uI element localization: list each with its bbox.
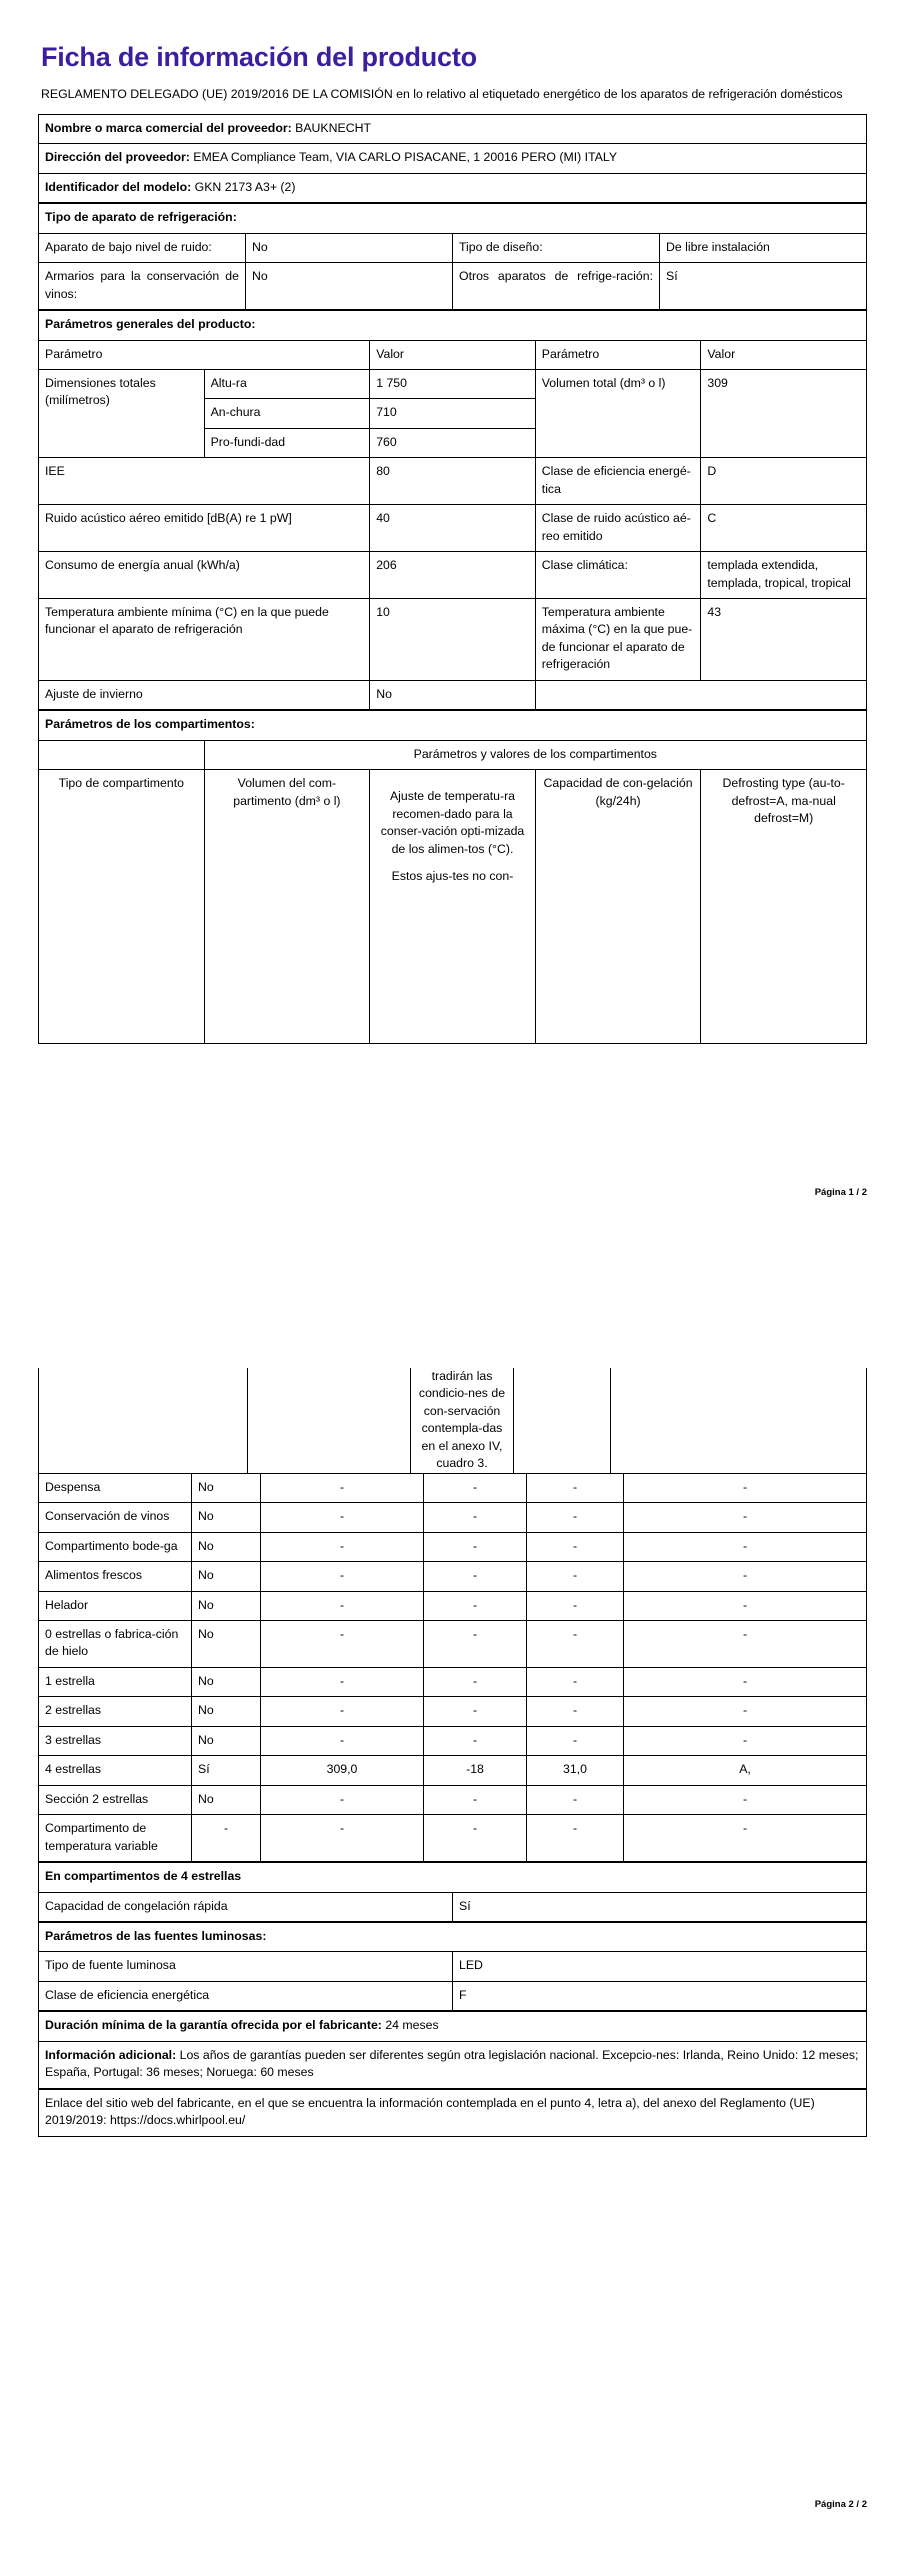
compartment-defrost: -: [624, 1667, 867, 1696]
warranty-value: 24 meses: [385, 2018, 439, 2033]
col-header-temp-setting-part1: Ajuste de temperatu-ra recomen-dado para la conser-vación opti-mizada de los alimen-tos (°C).: [380, 789, 525, 856]
compartments-section-title: Parámetros de los compartimentos:: [39, 711, 867, 740]
page-title: Ficha de información del producto: [41, 42, 477, 72]
compartment-name: 1 estrella: [39, 1667, 192, 1696]
general-params-table: [38, 310, 867, 710]
compartment-freeze: -: [527, 1473, 624, 1502]
table-row: [39, 2041, 867, 2088]
min-ambient-temp-label: Temperatura ambiente mínima (°C) en la que puede funcionar el aparato de refrigeración: [39, 599, 370, 681]
table-row: [39, 1368, 867, 1473]
document-page-2: [0, 1250, 905, 2560]
model-identifier-label: Identificador del modelo:: [45, 179, 192, 194]
col-header-temp-setting: [370, 770, 536, 1044]
compartment-temp: -: [424, 1620, 527, 1667]
appliance-type-section-title: Tipo de aparato de refrigeración:: [39, 204, 867, 233]
warranty-table: [38, 2011, 867, 2088]
supplier-address-label: Dirección del proveedor:: [45, 150, 190, 165]
light-sources-table: [38, 1922, 867, 2011]
table-row: [39, 1863, 867, 1892]
total-volume-value: 309: [701, 369, 867, 457]
compartment-defrost: -: [624, 1473, 867, 1502]
supplier-name-label: Nombre o marca comercial del proveedor:: [45, 120, 292, 135]
col-header-temp-setting-part2: Estos ajus-tes no con-: [391, 869, 514, 884]
table-row: [39, 1922, 867, 1951]
compartment-defrost: -: [624, 1620, 867, 1667]
table-row: [39, 1952, 867, 1981]
compartment-freeze: -: [527, 1667, 624, 1696]
compartment-present: No: [192, 1532, 261, 1561]
compartment-defrost: -: [624, 1785, 867, 1814]
iee-label: IEE: [39, 458, 370, 505]
design-type-label: Tipo de diseño:: [453, 233, 660, 262]
compartment-defrost: A,: [624, 1756, 867, 1785]
compartment-freeze: -: [527, 1591, 624, 1620]
table-row: [39, 1562, 867, 1591]
compartment-name: Conservación de vinos: [39, 1503, 192, 1532]
continuation-blank-defrost: [611, 1368, 867, 1473]
col-header-defrosting-type: Defrosting type (au-to-defrost=A, ma-nual defrost=M): [701, 770, 867, 1044]
header-valor-1: Valor: [370, 340, 536, 369]
table-row: [39, 1892, 867, 1921]
energy-class-value: D: [701, 458, 867, 505]
table-row: [39, 599, 867, 681]
table-row: [39, 711, 867, 740]
compartment-present: No: [192, 1562, 261, 1591]
compartments-table-page1: [38, 710, 867, 1044]
additional-info-value: Los años de garantías pueden ser diferentes según otra legislación nacional. Excepcio-nes: Irlanda, Reino Unido: 12 meses; España, Portugal: 36 meses; Noruega: 60 meses: [45, 2047, 859, 2080]
compartment-name: 2 estrellas: [39, 1697, 192, 1726]
warranty-cell: [39, 2012, 867, 2041]
continuation-blank-freeze: [514, 1368, 611, 1473]
low-noise-label: Aparato de bajo nivel de ruido:: [39, 233, 246, 262]
compartment-name: Despensa: [39, 1473, 192, 1502]
compartment-defrost: -: [624, 1591, 867, 1620]
table-row: [39, 680, 867, 709]
supplier-address-value: EMEA Compliance Team, VIA CARLO PISACANE, 1 20016 PERO (MI) ITALY: [193, 150, 618, 165]
regulation-intro: REGLAMENTO DELEGADO (UE) 2019/2016 DE LA COMISIÓN en lo relativo al etiquetado energético de los aparatos de refrigeración domésticos: [41, 87, 843, 102]
low-noise-value: No: [246, 233, 453, 262]
compartment-name: 0 estrellas o fabrica-ción de hielo: [39, 1620, 192, 1667]
table-row: [39, 114, 867, 143]
page-footer-2: Página 2 / 2: [814, 2499, 867, 2510]
model-identifier-cell: [39, 173, 867, 202]
table-row: [39, 1785, 867, 1814]
table-row: [39, 1726, 867, 1755]
col-header-freezing-capacity: Capacidad de con-gelación (kg/24h): [535, 770, 701, 1044]
table-row: [39, 1667, 867, 1696]
winter-setting-value: No: [370, 680, 536, 709]
table-row: [39, 1756, 867, 1785]
wine-storage-value: No: [246, 263, 453, 310]
table-row: [39, 1591, 867, 1620]
table-row: [39, 2012, 867, 2041]
col-header-type: Tipo de compartimento: [39, 770, 205, 1044]
compartment-defrost: -: [624, 1697, 867, 1726]
compartments-group-header: Parámetros y valores de los compartimentos: [204, 740, 866, 769]
additional-info-cell: [39, 2041, 867, 2088]
compartment-name: 4 estrellas: [39, 1756, 192, 1785]
compartment-present: No: [192, 1591, 261, 1620]
light-sources-section-title: Parámetros de las fuentes luminosas:: [39, 1922, 867, 1951]
table-row: [39, 263, 867, 310]
compartment-temp: -18: [424, 1756, 527, 1785]
table-row: [39, 1981, 867, 2010]
compartment-defrost: -: [624, 1503, 867, 1532]
light-source-type-value: LED: [453, 1952, 867, 1981]
table-row: [39, 1503, 867, 1532]
header-parametro-2: Parámetro: [535, 340, 701, 369]
table-row: [39, 1532, 867, 1561]
climate-class-label: Clase climática:: [535, 552, 701, 599]
website-url[interactable]: https://docs.whirlpool.eu/: [109, 2113, 246, 2128]
compartments-rows-table: [38, 1473, 867, 1862]
max-ambient-temp-value: 43: [701, 599, 867, 681]
compartment-present: No: [192, 1620, 261, 1667]
compartment-present: No: [192, 1503, 261, 1532]
dimension-depth-value: 760: [370, 428, 536, 457]
compartments-blank-corner: [39, 740, 205, 769]
light-source-class-value: F: [453, 1981, 867, 2010]
dimension-depth-label: Pro-fundi-dad: [204, 428, 370, 457]
table-row: [39, 173, 867, 202]
compartment-freeze: -: [527, 1785, 624, 1814]
max-ambient-temp-label: Temperatura ambiente máxima (°C) en la que pue-de funcionar el aparato de refrigeración: [535, 599, 701, 681]
table-row: [39, 311, 867, 340]
warranty-label: Duración mínima de la garantía ofrecida por el fabricante:: [45, 2018, 382, 2033]
dimension-height-label: Altu-ra: [204, 369, 370, 398]
header-valor-2: Valor: [701, 340, 867, 369]
compartment-volume: -: [261, 1667, 424, 1696]
compartment-volume: -: [261, 1473, 424, 1502]
compartment-freeze: -: [527, 1532, 624, 1561]
fast-freeze-label: Capacidad de congelación rápida: [39, 1892, 453, 1921]
table-row: [39, 1697, 867, 1726]
supplier-address-cell: [39, 144, 867, 173]
table-row: [39, 458, 867, 505]
table-row: [39, 770, 867, 1044]
compartment-present: No: [192, 1667, 261, 1696]
header-parametro-1: Parámetro: [39, 340, 370, 369]
four-star-section-title: En compartimentos de 4 estrellas: [39, 1863, 867, 1892]
compartment-name: Alimentos frescos: [39, 1562, 192, 1591]
compartment-name: Compartimento bode-ga: [39, 1532, 192, 1561]
compartment-temp: -: [424, 1785, 527, 1814]
table-row: [39, 204, 867, 233]
appliance-type-table: [38, 203, 867, 310]
table-row: [39, 144, 867, 173]
compartment-present: No: [192, 1726, 261, 1755]
compartments-header-continuation: [38, 1368, 867, 1473]
compartment-freeze: -: [527, 1726, 624, 1755]
noise-class-label: Clase de ruido acústico aé-reo emitido: [535, 505, 701, 552]
compartment-name: Helador: [39, 1591, 192, 1620]
compartment-freeze: -: [527, 1697, 624, 1726]
compartment-volume: -: [261, 1591, 424, 1620]
compartment-volume: -: [261, 1503, 424, 1532]
document-page-1: [0, 0, 905, 1250]
general-params-section-title: Parámetros generales del producto:: [39, 311, 867, 340]
compartment-freeze: 31,0: [527, 1756, 624, 1785]
table-row: [39, 1473, 867, 1502]
compartment-temp: -: [424, 1591, 527, 1620]
compartment-defrost: -: [624, 1562, 867, 1591]
noise-class-value: C: [701, 505, 867, 552]
compartment-volume: -: [261, 1697, 424, 1726]
annual-energy-value: 206: [370, 552, 536, 599]
table-row: [39, 552, 867, 599]
compartment-volume: -: [261, 1726, 424, 1755]
additional-info-label: Información adicional:: [45, 2047, 177, 2062]
compartment-temp: -: [424, 1473, 527, 1502]
compartment-temp: -: [424, 1726, 527, 1755]
light-source-type-label: Tipo de fuente luminosa: [39, 1952, 453, 1981]
website-text: Enlace del sitio web del fabricante, en el que se encuentra la información contemplada en el punto 4, letra a), del anexo del Reglamento (UE) 2019/2019:: [45, 2095, 815, 2128]
website-table: [38, 2089, 867, 2137]
compartment-temp: -: [424, 1562, 527, 1591]
model-identifier-value: GKN 2173 A3+ (2): [194, 179, 296, 194]
compartment-temp: -: [424, 1503, 527, 1532]
annual-energy-label: Consumo de energía anual (kWh/a): [39, 552, 370, 599]
dimension-width-label: An-chura: [204, 399, 370, 428]
winter-setting-label: Ajuste de invierno: [39, 680, 370, 709]
compartment-freeze: -: [527, 1503, 624, 1532]
four-star-table: [38, 1862, 867, 1922]
compartment-present: -: [192, 1815, 261, 1862]
compartment-defrost: -: [624, 1726, 867, 1755]
compartment-volume: -: [261, 1785, 424, 1814]
table-row: [39, 1620, 867, 1667]
continuation-blank-volume: [248, 1368, 411, 1473]
compartment-temp: -: [424, 1667, 527, 1696]
compartment-name: Sección 2 estrellas: [39, 1785, 192, 1814]
table-header-row: [39, 340, 867, 369]
compartment-freeze: -: [527, 1562, 624, 1591]
compartment-name: 3 estrellas: [39, 1726, 192, 1755]
compartment-temp: -: [424, 1697, 527, 1726]
compartment-present: No: [192, 1473, 261, 1502]
page2-top-spacer: [38, 1250, 867, 1368]
table-row: [39, 505, 867, 552]
energy-class-label: Clase de eficiencia energé-tica: [535, 458, 701, 505]
page-footer-1: Página 1 / 2: [814, 1187, 867, 1198]
min-ambient-temp-value: 10: [370, 599, 536, 681]
compartment-volume: -: [261, 1815, 424, 1862]
winter-setting-empty: [535, 680, 866, 709]
compartment-defrost: -: [624, 1532, 867, 1561]
other-appliances-value: Sí: [660, 263, 867, 310]
website-cell: [39, 2089, 867, 2136]
supplier-table: [38, 114, 867, 203]
dimension-height-value: 1 750: [370, 369, 536, 398]
compartment-freeze: -: [527, 1815, 624, 1862]
col-header-volume: Volumen del com-partimento (dm³ o l): [204, 770, 370, 1044]
dimension-width-value: 710: [370, 399, 536, 428]
compartment-volume: 309,0: [261, 1756, 424, 1785]
table-row: [39, 369, 867, 398]
compartment-present: Sí: [192, 1756, 261, 1785]
compartment-volume: -: [261, 1532, 424, 1561]
iee-value: 80: [370, 458, 536, 505]
table-row: [39, 740, 867, 769]
table-row: [39, 1815, 867, 1862]
continuation-blank-type: [39, 1368, 248, 1473]
compartment-temp: -: [424, 1532, 527, 1561]
design-type-value: De libre instalación: [660, 233, 867, 262]
supplier-name-cell: [39, 114, 867, 143]
compartment-present: No: [192, 1785, 261, 1814]
table-row: [39, 2089, 867, 2136]
compartment-temp: -: [424, 1815, 527, 1862]
climate-class-value: templada extendida, templada, tropical, tropical: [701, 552, 867, 599]
other-appliances-label: Otros aparatos de refrige-ración:: [453, 263, 660, 310]
col-header-temp-setting-continued: tradirán las condicio-nes de con-servación contempla-das en el anexo IV, cuadro 3.: [411, 1368, 514, 1473]
noise-label: Ruido acústico aéreo emitido [dB(A) re 1 pW]: [39, 505, 370, 552]
wine-storage-label: Armarios para la conservación de vinos:: [39, 263, 246, 310]
table-row: [39, 233, 867, 262]
compartment-name: Compartimento de temperatura variable: [39, 1815, 192, 1862]
compartment-defrost: -: [624, 1815, 867, 1862]
compartment-present: No: [192, 1697, 261, 1726]
compartment-freeze: -: [527, 1620, 624, 1667]
compartment-volume: -: [261, 1562, 424, 1591]
noise-value: 40: [370, 505, 536, 552]
total-volume-label: Volumen total (dm³ o l): [535, 369, 701, 457]
supplier-name-value: BAUKNECHT: [295, 120, 371, 135]
fast-freeze-value: Sí: [453, 1892, 867, 1921]
dimensions-label: Dimensiones totales (milímetros): [39, 369, 205, 457]
light-source-class-label: Clase de eficiencia energética: [39, 1981, 453, 2010]
compartment-volume: -: [261, 1620, 424, 1667]
